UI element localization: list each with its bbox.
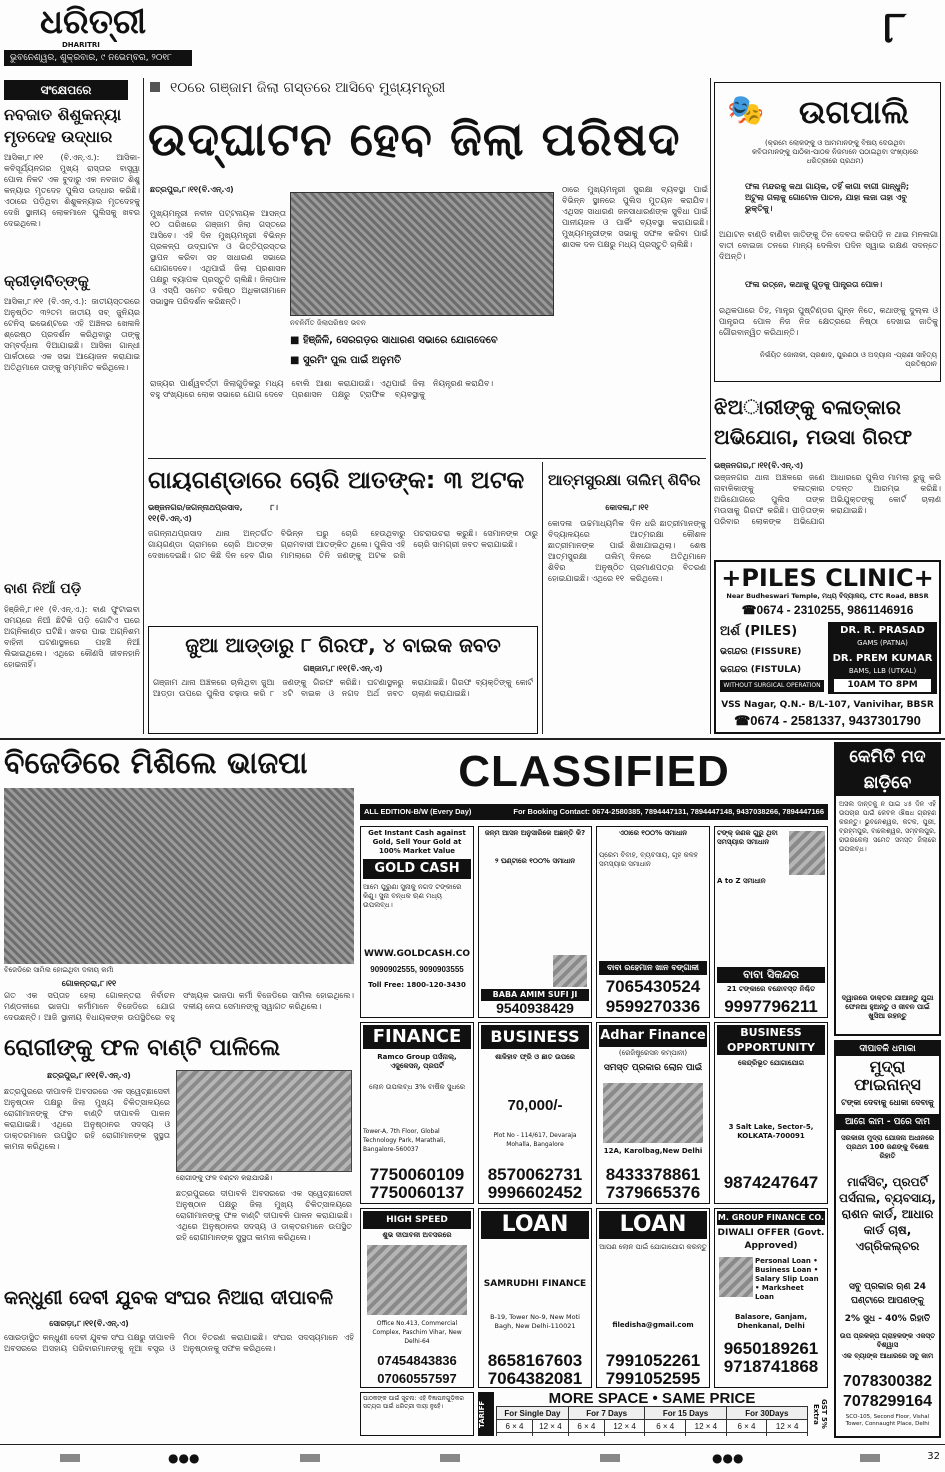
classified-ad xyxy=(360,1208,474,1388)
tariff-size: 6 × 4 xyxy=(726,1420,767,1433)
piles-address2: VSS Nagar, Q.N.- B/L-107, Vanivihar, BBSR xyxy=(721,700,934,710)
piles-clinic-ad xyxy=(714,560,941,734)
mask-icon: 🎭 xyxy=(727,93,765,128)
masthead-logo: ଧରିତ୍ରୀ xyxy=(40,2,147,42)
column-rule xyxy=(710,78,711,734)
bjd-body: ଗତ ଏକ ସପ୍ତାହ ହେଲା ଗୋଳନ୍ତରା ନିର୍ବାଚନ ମଣ୍ଡଳୀରେ ଭାଜପା କର୍ମୀମାନେ ବିଜେଡିରେ ଯୋଗ ଦେଉଛନ୍ତି। ଆଜି ସ୍ଥାନୀୟ ବିଧାୟକଙ୍କ ଉପସ୍ଥିତିରେ ବହୁ ସଂଖ୍ୟକ ଭାଜପା କର୍ମୀ ବିଜେଡିରେ ସାମିଲ ହୋଇଥିଲେ। ଦଳୀୟ ନେତା ସେମାନଙ୍କୁ ସ୍ୱାଗତ କରିଥିଲେ। xyxy=(4,991,354,1022)
sankhepare-column xyxy=(4,78,140,734)
tariff-price xyxy=(645,1433,686,1437)
ad-image xyxy=(603,1083,703,1143)
tariff-size: 12 × 4 xyxy=(767,1420,808,1433)
lead-kicker: ୧୦ରେ ଗଞ୍ଜାମ ଜିଲା ଗସ୍ତରେ ଆସିବେ ମୁଖ୍ୟମନ୍ତ୍ରୀ xyxy=(170,80,446,96)
kandhuni-dateline: ସୋରଡ଼ା,୮।୧୧(ବି.ଏନ୍.ଏ) xyxy=(49,1319,129,1328)
column-rule xyxy=(143,78,144,734)
condition-label: ଅର୍ଶ (PILES) xyxy=(720,624,798,639)
brief-headline: ନବଜାତ ଶିଶୁକନ୍ୟା ମୃତଦେହ ଉଦ୍ଧାର xyxy=(4,105,122,146)
ad-phone: 9874247647 xyxy=(723,1173,819,1192)
section-rule xyxy=(0,738,945,740)
ugapati-body: ଅଯାଟନ ବାଣ୍ଡି ବାଣିବା ଜାତିଙ୍କୁ ତିନ ଦେବତା କରିପଡ଼ି ନ ଥାଇ ମନଲଗା ବାତୀ ବୋଇଜା ତନରେ ମାନ୍ୟ ଦେଲିବା ପଦିନ ସ୍ୱାଇ ରକ୍ଷଣ ସଦନ୍ତେ ଦିଅନ୍ତି। xyxy=(719,230,938,261)
tariff-price xyxy=(767,1433,808,1437)
ad-phone: 7379665376 xyxy=(605,1183,701,1201)
ad-top: Ramco Group ପର୍ସନାଲ୍, ଏଜୁକେସନ୍, ପ୍ରପର୍ଟି xyxy=(377,1053,457,1070)
ad-image xyxy=(367,1245,467,1315)
ad-web: 21 ଟଙ୍କାରେ ବନ୍ଦୋବସ୍ତ ନିଶ୍ଚିତ xyxy=(726,985,816,993)
atmasuraksha-story xyxy=(548,462,706,734)
ad-phone: 7750060137 xyxy=(369,1183,465,1201)
ad-extra: Toll Free: 1800-120-3430 xyxy=(368,981,466,989)
lead-body-left: ମୁଖ୍ୟମନ୍ତ୍ରୀ ନବୀନ ପଟ୍ଟନାୟକ ଆସନ୍ତା ୧୦ ତାରିଖରେ ଗଞ୍ଜାମ ଜିଲା ଗସ୍ତରେ ଆସିବେ। ଏହି ଦିନ ମୁଖ୍ୟମନ୍ତ୍ରୀ ବିଭିନ୍ନ ପ୍ରକଳ୍ପ ଉଦ୍‌ଘାଟନ ଓ ଭିତ୍ତିପ୍ରସ୍ତର ସ୍ଥାପନ କରିବା ସହ ସାଧାରଣ ସଭାରେ ଯୋଗଦେବେ। ଏଥିପାଇଁ ଜିଲା ପ୍ରଶାସନ ପକ୍ଷରୁ ବ୍ୟାପକ ପ୍ରସ୍ତୁତି ଚାଲିଛି। ଜିଲାପାଳ ଓ ଏସ୍‌ପି ସମେତ ବରିଷ୍ଠ ଅଧିକାରୀମାନେ ସଭାସ୍ଥଳ ପରିଦର୍ଶନ କରିଛନ୍ତି। xyxy=(150,209,286,306)
ad-top: ଜନ୍ମ ଆସନ ଅନୁସାରିକେ ଅଛନ୍ତି କି? xyxy=(484,829,586,837)
rape-story xyxy=(714,392,941,552)
piles-conditions xyxy=(720,622,824,694)
ad-phone: 8433378861 xyxy=(605,1165,701,1183)
kandhuni-body: ସୋରଡ଼ାସ୍ଥିତ କନ୍ଧୁଣୀ ଦେବୀ ଯୁବକ ସଂଘ ପକ୍ଷରୁ ଦୀପାବଳି ଅବସରରେ ଅସହାୟ ପରିବାରମାନଙ୍କୁ ନୂଆ ବସ୍ତ୍ର ଓ ମିଠା ବିତରଣ କରାଯାଇଛି। ସଂଘର ସଦସ୍ୟମାନେ ଏହି ଅନୁଷ୍ଠାନକୁ ସଫଳ କରିଥିଲେ। xyxy=(4,1333,354,1353)
ad-title: ବାବା ସିକନ୍ଦର xyxy=(717,967,825,983)
mudra-line: ସବୁ ପ୍ରକାର ଋଣ 24 ଘଣ୍ଟାରେ ଆପଣଙ୍କୁ xyxy=(848,1282,927,1306)
registration-dots: ●●● xyxy=(712,1451,744,1465)
ad-body: ୨ ଘଣ୍ଟାରେ ୧୦୦% ସମାଧାନ xyxy=(494,857,576,865)
ad-title: M. GROUP FINANCE CO. xyxy=(717,1211,825,1225)
ugapati-box xyxy=(714,82,941,382)
reader-notice xyxy=(360,1392,474,1436)
piles-address: Near Budheswari Temple, ମଧ୍ୟ ବିଦ୍ୟାଳୟ, CTC Road, BBSR xyxy=(726,592,929,600)
brief-headline: ବାଣ ନିଆଁ ପଡ଼ି xyxy=(4,581,82,597)
mudra-line: ସରକାରୀ ମୁଦ୍ରା ଯୋଜନା ଅଧୀନରେ ପ୍ରଥମ 100 ଜଣଙ୍କୁ ବିଶେଷ ରିହାତି xyxy=(840,1134,935,1160)
classified-ad xyxy=(478,1208,592,1388)
ad-phone: 9090902555, 9090903555 xyxy=(370,965,464,974)
tariff-gst: GST 5% Extra xyxy=(812,1399,828,1429)
ad-top: ଏଠାରେ ୧୦୦% ସମାଧାନ xyxy=(618,829,688,837)
ad-title: BABA AMIM SUFI JI xyxy=(481,989,589,1001)
ad-body: Personal Loan • Business Loan • Salary Slip Loan • Marksheet Loan xyxy=(755,1257,819,1301)
reader-notice-text: ପାଠକଙ୍କ ପାଇଁ ସୂଚନା: ଏହି ବିଜ୍ଞାପନଗୁଡ଼ିକର ସତ୍ୟତା ପାଇଁ ଧରିତ୍ରୀ ଦାୟୀ ନୁହେଁ। xyxy=(363,1395,464,1410)
tariff-price xyxy=(532,1433,568,1437)
mudra-line: 2% ସୁଧ - 40% ରିହାତି xyxy=(844,1314,931,1324)
ad-phone: 7750060109 xyxy=(369,1165,465,1183)
ad-portrait xyxy=(719,1257,753,1297)
lead-bullets xyxy=(290,332,554,372)
ad-top: DIWALI OFFER (Govt. Approved) xyxy=(717,1228,825,1251)
ad-web: Tower-A, 7th Floor, Global Technology Park, Marathali, Bangalore-560037 xyxy=(363,1128,446,1153)
tariff-headline: MORE SPACE • SAME PRICE xyxy=(548,1392,756,1406)
lead-headline: ଉଦ୍‌ଘାଟନ ହେବ ଜିଲା ପରିଷଦ xyxy=(148,112,681,166)
tariff-size: 6 × 4 xyxy=(568,1420,604,1433)
tariff-header: For 7 Days xyxy=(568,1407,645,1420)
classified-banner: CLASSIFIED xyxy=(458,747,730,796)
diwali-headline: ରୋଗୀଙ୍କୁ ଫଳ ବାଣ୍ଟି ପାଳିଲେ xyxy=(4,1035,281,1061)
registration-mark xyxy=(860,1454,880,1462)
ad-web: Balasore, Ganjam, Dhenkanal, Delhi xyxy=(735,1313,807,1330)
ad-phone: 9996602452 xyxy=(487,1183,583,1201)
section-rule xyxy=(148,458,706,459)
mudra-phone: 7078300382 xyxy=(843,1373,932,1390)
mudra-line: ଉପ ପ୍ରକଳ୍ପ ଗ୍ରାହକଙ୍କ ଏକସ୍ତ ବିଶ୍ୱାସ xyxy=(839,1332,936,1349)
theft-dateline: ଭଞ୍ଜନଗର/ଜଗନ୍ନାଥପ୍ରସାଦ, ୮।୧୧(ବି.ଏନ୍.ଏ) xyxy=(148,503,278,523)
ad-phone: 9997796211 xyxy=(724,997,818,1016)
ad-title: FINANCE xyxy=(363,1025,471,1049)
ad-top: ଶୁଭ ଦୀପାବଳୀ ଅବସରରେ xyxy=(382,1231,452,1239)
page-number-top: ୮ xyxy=(883,2,907,53)
ad-title: BUSINESS xyxy=(481,1025,589,1049)
registration-mark xyxy=(60,1454,80,1462)
classified-ad xyxy=(596,1022,710,1204)
ad-top: Get Instant Cash against Gold, Sell Your Gold at 100% Market Value xyxy=(368,829,466,855)
mudra-title: ମୁଦ୍ରା ଫାଇନାନ୍ସ xyxy=(854,1058,921,1094)
hospital-photo xyxy=(176,1070,352,1172)
ugapati-body: ରଥିକପାରେ ତିହ, ମାନ୍ତ୍ର ପୁଷ୍ଟିଣ୍ଡର ଗୁନ୍ନ ନିତେ, କଥାଙ୍କୁ ଦୁଲ୍ଲ ଓ ପାନ୍ତ୍ରତା ପୋଳ ନିଜ ନିଜ କ୍ଷେତ୍ରରେ ନିଷ୍ଠା ଦେଖାଇ ଜାତିକୁ ଗୌରବାନ୍ୱିତ କରିଥାନ୍ତି। xyxy=(719,306,938,337)
ad-title: Adhar Finance xyxy=(599,1025,707,1047)
ad-portrait xyxy=(789,831,825,875)
theft-body: ଜଗନ୍ନାଥପ୍ରସାଦ ଥାନା ଅନ୍ତର୍ଗତ ଗାୟଗଣ୍ଡା ଗ୍ରାମରେ ଚୋରି ଆତଙ୍କ ଦେଖାଦେଇଛି। ଗତ କିଛି ଦିନ ହେବ ଗାଁର ବିଭିନ୍ନ ଘରୁ ଚୋରି ହେଉଥିବାରୁ ଗ୍ରାମବାସୀ ଆତଙ୍କିତ ଥିଲେ। ପୁଲିସ ଏହି ମାମଲାରେ ତିନି ଜଣଙ୍କୁ ଅଟକ ରଖି ପଚରାଉଚରା କରୁଛି। ସେମାନଙ୍କ ଠାରୁ ଚୋରି ସାମଗ୍ରୀ ଜବତ କରାଯାଇଛି। xyxy=(148,529,538,560)
diwali-photo-caption: ରୋଗୀଙ୍କୁ ଫଳ ବଣ୍ଟନ କରାଯାଉଛି। xyxy=(176,1174,273,1182)
tariff-price xyxy=(686,1433,727,1437)
clinic-hours: 10AM TO 8PM xyxy=(834,679,931,692)
doctor-name: DR. R. PRASAD xyxy=(840,625,925,636)
mudra-line: ଆଗେ କାମ - ପରେ ଦାମ xyxy=(836,1114,939,1130)
doctor-degree: GAMS (PATNA) xyxy=(857,639,908,647)
piles-phones: ☎0674 - 2310255, 9861146916 xyxy=(741,603,914,617)
registration-mark xyxy=(600,1454,620,1462)
page-number-footer: 32 xyxy=(927,1451,940,1462)
classified-ad xyxy=(596,826,710,1018)
kandhuni-story xyxy=(4,1280,354,1432)
classified-ad xyxy=(478,826,592,1018)
gambling-body: ଗଞ୍ଜାମ ଥାନା ଅଞ୍ଚଳରେ ଚାଲିଥିବା ଜୁଆ ଆଡ୍ଡା ଉପରେ ପୁଲିସ ଚଢ଼ାଉ କରି ୮ ଜଣଙ୍କୁ ଗିରଫ କରିଛି। ଘଟଣାସ୍ଥଳରୁ ୪ଟି ବାଇକ ଓ ନଗଦ ଅର୍ଥ ଜବତ କରାଯାଇଛି। ଗିରଫ ବ୍ୟକ୍ତିଙ୍କୁ କୋର୍ଟ ଚାଲାଣ କରାଯାଇଛି। xyxy=(153,678,533,698)
theft-headline: ଗାୟଗଣ୍ଡାରେ ଚୋରି ଆତଙ୍କ: ୩ ଅଟକ xyxy=(148,466,525,494)
tariff-size: 12 × 4 xyxy=(686,1420,727,1433)
gambling-story xyxy=(148,626,538,734)
brief-body: ହିଞ୍ଜିଳି,୮।୧୧ (ବି.ଏନ୍.ଏ.): ବାଣ ଫୁଟାଇବା ସମୟରେ ନିଆଁ ଛିଟିକି ପଡ଼ି ଗୋଟିଏ ଘରେ ଅଗ୍ନିକାଣ୍ଡ ଘଟିଛି। ଖବର ପାଇ ଅଗ୍ନିଶମ ବାହିନୀ ଘଟଣାସ୍ଥଳରେ ପହଞ୍ଚି ନିଆଁ ଲିଭାଇଥିଲେ। ଏଥିରେ କୌଣସି ଜୀବନହାନି ହୋଇନାହିଁ। xyxy=(4,605,140,669)
diwali-story xyxy=(4,1028,354,1278)
classified-ad xyxy=(714,826,828,1018)
crowd-photo xyxy=(4,788,354,964)
bullet-text: ସୁରମିଂ ପୁଲ ପାଇଁ ଅନୁମତି xyxy=(302,355,402,366)
brief-body: ଆସିକା,୮।୧୧ (ବି.ଏନ୍.ଏ.): ଆସିକା-କବିସୂର୍ଯ୍ୟନଗର ମୁଖ୍ୟ ରାସ୍ତାର ବାସ୍ତ୍ୱା ପୋଲ ନିକଟ ଏକ ବୁଦାରୁ ଏକ ନବଜାତ ଶିଶୁ କନ୍ୟାର ମୃତଦେହ ପୁଲିସ ଉଦ୍ଧାର କରିଛି। ଏଠାରେ ପଡ଼ିଥିବା ଶିଶୁକନ୍ୟାର ମୃତଦେହକୁ ଦେଖି ସ୍ଥାନୀୟ ଲୋକମାନେ ପୁଲିସକୁ ଖବର ଦେଇଥିଲେ। xyxy=(4,153,140,228)
classified-ad xyxy=(596,1208,710,1388)
lead-dateline: ଛତ୍ରପୁର,୮।୧୧(ବି.ଏନ୍.ଏ) xyxy=(150,185,234,194)
classified-ad xyxy=(360,1022,474,1204)
lead-body-bottom: ରାଜ୍ୟର ପାର୍ଶ୍ୱବର୍ତ୍ତୀ ଜିଲାଗୁଡ଼ିକରୁ ମଧ୍ୟ ବହୁ ସଂଖ୍ୟାରେ ଲୋକ ସଭାରେ ଯୋଗ ଦେବେ ବୋଲି ଆଶା କରାଯାଉଛି। ଏଥିପାଇଁ ଜିଲା ପ୍ରଶାସନ ପକ୍ଷରୁ ଟ୍ରାଫିକ ବ୍ୟବସ୍ଥାକୁ ନିୟନ୍ତ୍ରଣ କରାଯିବ। xyxy=(150,379,494,399)
lead-body-right: ଠାରେ ମୁଖ୍ୟମନ୍ତ୍ରୀ ସୁରକ୍ଷା ବ୍ୟବସ୍ଥା ପାଇଁ ବିଭିନ୍ନ ସ୍ଥାନରେ ପୁଲିସ ମୁତୟନ କରାଯିବ। ଏଥିସହ ସାଧାରଣ ଜନସାଧାରଣଙ୍କ ସୁବିଧା ପାଇଁ ପାନୀୟଜଳ ଓ ପାର୍କିଂ ବ୍ୟବସ୍ଥା କରାଯାଇଛି। ମୁଖ୍ୟମନ୍ତ୍ରୀଙ୍କ ସଭାକୁ ସଫଳ କରିବା ପାଇଁ ଶାସକ ଦଳ ପକ୍ଷରୁ ମଧ୍ୟ ପ୍ରସ୍ତୁତି ଚାଲିଛି। xyxy=(562,185,708,249)
ad-title: GOLD CASH xyxy=(363,859,471,879)
gambling-dateline: ଗଞ୍ଜାମ,୮।୧୧(ବି.ଏନ୍.ଏ) xyxy=(303,664,383,673)
tariff-size: 6 × 4 xyxy=(497,1420,533,1433)
ad-title: HIGH SPEED xyxy=(363,1211,471,1229)
bjd-headline: ବିଜେଡିରେ ମିଶିଲେ ଭାଜପା xyxy=(4,746,308,781)
ad-phone: 07454843836 xyxy=(377,1353,457,1368)
ad-body: ଲୋନ ଉପଲବ୍ଧ 3% ବାର୍ଷିକ ସୁଧରେ xyxy=(368,1083,466,1091)
mudra-line: ମାର୍କସିଟ୍, ପ୍ରପର୍ଟି ପର୍ସନାଲ, ବ୍ୟବସାୟ, ରାଶନ କାର୍ଡ, ଆଧାର କାର୍ଡ ଚାଷ, ଏଗ୍ରିକଲ୍ଚର xyxy=(839,1175,936,1253)
ad-body: filedisha@gmail.com xyxy=(612,1321,694,1329)
ad-top: ଟଙ୍କ୍ ଜଣକ ଗୁରୁ ଥିବା ସମସ୍ୟାର ସମାଧାନ xyxy=(717,829,778,846)
ad-title: BUSINESS OPPORTUNITY xyxy=(717,1025,825,1055)
tariff-header: For 15 Days xyxy=(645,1407,726,1420)
gambling-headline: ଜୁଆ ଆଡ୍ଡାରୁ ୮ ଗିରଫ, ୪ ବାଇକ ଜବତ xyxy=(185,633,501,657)
sankhepare-tag: ସଂକ୍ଷେପରେ xyxy=(4,80,128,100)
mudra-phone: 7078299164 xyxy=(843,1393,932,1410)
ad-phone: 8658167603 xyxy=(487,1351,583,1369)
ugapati-intro: (କ୍ରମେ ଲୋକଙ୍କୁ ଓ ଆମମାନଙ୍କୁ ବିଷୟ ଦେଉଥିବା କବିତାମାନଙ୍କୁ ପାଠିକା-ପାଠକ ନିଜମାନେ ପଠାଇଥିବା ସଂଖ୍ୟାରେ ଧରିତ୍ରୀରେ ପ୍ରଥମ) xyxy=(751,139,919,165)
registration-mark xyxy=(440,1454,460,1462)
theft-story xyxy=(148,462,538,622)
mudra-finance-ad xyxy=(834,1040,941,1438)
bjd-story xyxy=(4,742,354,1024)
tariff-table-wrap xyxy=(496,1406,808,1436)
doctor-panel xyxy=(828,622,937,694)
diwali-body-left: ଛତ୍ରପୁରରେ ଦୀପାବଳି ଅବସରରେ ଏକ ସ୍ୱେଚ୍ଛାସେବୀ ଅନୁଷ୍ଠାନ ପକ୍ଷରୁ ଜିଲା ମୁଖ୍ୟ ଚିକିତ୍ସାଳୟରେ ରୋଗୀମାନଙ୍କୁ ଫଳ ବାଣ୍ଟି ଦୀପାବଳି ପାଳନ କରାଯାଇଛି। ଏଥିରେ ଅନୁଷ୍ଠାନର ସଦସ୍ୟ ଓ ଡାକ୍ତରମାନେ ଉପସ୍ଥିତ ରହି ରୋଗୀମାନଙ୍କ ସୁସ୍ଥତା କାମନା କରିଥିଲେ। xyxy=(4,1087,170,1151)
kicker-square xyxy=(150,82,160,92)
column-rule xyxy=(542,462,543,734)
ad-top: ଆପଣ ଲୋନ ପାଇଁ ଯୋଗାଯୋଗ କରନ୍ତୁ xyxy=(599,1243,707,1251)
tariff-size: 12 × 4 xyxy=(532,1420,568,1433)
diwali-body-right: ଛତ୍ରପୁରରେ ଦୀପାବଳି ଅବସରରେ ଏକ ସ୍ୱେଚ୍ଛାସେବୀ ଅନୁଷ୍ଠାନ ପକ୍ଷରୁ ଜିଲା ମୁଖ୍ୟ ଚିକିତ୍ସାଳୟରେ ରୋଗୀମାନଙ୍କୁ ଫଳ ବାଣ୍ଟି ଦୀପାବଳି ପାଳନ କରାଯାଇଛି। ଏଥିରେ ଅନୁଷ୍ଠାନର ସଦସ୍ୟ ଓ ଡାକ୍ତରମାନେ ଉପସ୍ଥିତ ରହି ରୋଗୀମାନଙ୍କ ସୁସ୍ଥତା କାମନା କରିଥିଲେ। xyxy=(176,1189,352,1242)
tariff-price xyxy=(497,1433,533,1437)
tariff-price xyxy=(568,1433,604,1437)
classified-contact-bar xyxy=(360,804,828,820)
classified-section xyxy=(360,742,828,1438)
lead-bullet: ■ ହିଞ୍ଜିଳି, ସେରଗଡ଼ର ସାଧାରଣ ସଭାରେ ଯୋଗଦେବେ xyxy=(290,335,498,346)
mudra-address: SCO-105, Second Floor, Vishal Tower, Connaught Place, Delhi xyxy=(845,1414,930,1427)
rape-headline: ଝିଅାରୀଙ୍କୁ ବଳାତ୍କାର ଅଭିଯୋଗ, ମଉସା ଗିରଫ xyxy=(714,395,913,449)
ad-phone: 7064382081 xyxy=(487,1369,583,1387)
piles-note: WITHOUT SURGICAL OPERATION xyxy=(720,680,824,692)
brief-body: ଆସିକା,୮।୧୧ (ବି.ଏନ୍.ଏ.): ଜାତୀୟସ୍ତରରେ ଅନୁଷ୍ଠିତ ୩୨ତମ ଜାତୀୟ ସବ୍ ଜୁନିୟର ଟେନିସ୍ ଇଭେଣ୍ଟରେ ଏହି ଅଞ୍ଚଳର ଖେଳାଳି ଶ୍ରେଷ୍ଠ ପ୍ରଦର୍ଶନ କରିଥିବାରୁ ତାଙ୍କୁ ସମ୍ବର୍ଦ୍ଧନା ଦିଆଯାଇଛି। ଆସିକା ଗାନ୍ଧୀ ପାର୍କଠାରେ ଏକ ସଭା ଆୟୋଜନ କରାଯାଇ ଅତିଥିମାନେ ତାଙ୍କୁ ସମ୍ମାନିତ କରିଥିଲେ। xyxy=(4,297,140,372)
ad-body: Office No.413, Commercial Complex, Paschim Vihar, New Delhi-64 xyxy=(372,1320,462,1345)
classified-ad xyxy=(714,1022,828,1204)
ad-top: SAMRUDHI FINANCE xyxy=(483,1279,587,1289)
tariff-label: TARIFF xyxy=(478,1392,494,1436)
condition-label: ଭଗନ୍ଦର (FISSURE) xyxy=(720,647,802,657)
ugapati-verse: ଫଳା ମନ୍ଦରକୁ କଥା ଗାୟକ, ତହିଁ କାଗା ବାଗୀ ଗାନ୍ଧୁନି; ଅଟୁଲା ଗଲାକୁ ଗୋଟୋଳ ପାତନ, ଯାହା ଲଜା ତାହା ଏବୁ ଭୁକ୍ତିକୁ। xyxy=(745,182,910,213)
ad-portrait xyxy=(553,955,587,987)
ad-phone: 7991052595 xyxy=(605,1369,701,1387)
tariff-size: 6 × 4 xyxy=(645,1420,686,1433)
doctor-name: DR. PREM KUMAR xyxy=(832,653,933,664)
tariff-header: For Single Day xyxy=(497,1407,569,1420)
condition-label: ଭଗନ୍ଦର (FISTULA) xyxy=(720,665,802,675)
brief-headline: କ୍ରୀଡ଼ାବିତ୍‌ଙ୍କୁ xyxy=(4,272,89,290)
ad-web: WWW.GOLDCASH.CO xyxy=(364,949,470,959)
footer-marks xyxy=(0,1448,945,1468)
ad-phone: 8570062731 xyxy=(487,1165,583,1183)
atmasuraksha-body: କୋଦଳା ଉଚ୍ଚମାଧ୍ୟମିକ ବିଦ୍ୟାଳୟରେ ଛାତ୍ରୀମାନଙ୍କ ପାଇଁ ଆତ୍ମସୁରକ୍ଷା ତାଲିମ୍ ଶିବିର ଅନୁଷ୍ଠିତ ହୋଇଯାଇଛି। ଏଥିରେ ୧୧ ଦିନ ଧରି ଛାତ୍ରୀମାନଙ୍କୁ ଆତ୍ମରକ୍ଷା କୌଶଳ ଶିଖାଯାଇଥିଲା। ଶେଷ ଦିନରେ ଅତିଥିମାନେ ପ୍ରମାଣପତ୍ର ବିତରଣ କରିଥିଲେ। xyxy=(548,519,706,583)
classified-edition: ALL EDITION-B/W (Every Day) xyxy=(364,807,472,816)
mudra-line: ଏକ ବ୍ୟାଙ୍କ ଆଧାରରେ ସବୁ କାମ xyxy=(841,1352,934,1360)
ad-phone: 9599270336 xyxy=(605,997,701,1016)
kemiti-footer: ଦ୍ୱାରରେ ଡାକ୍ତର ଯାଆନ୍ତୁ ଯୁଗା ଫେନଆ ହୁଅନ୍ତୁ ଓ ଜୀବନ ପାଇଁ ଖୁସିଆ ରହନ୍ତୁ xyxy=(841,994,934,1020)
ugapati-credit: ନିର୍ଭୟିତ ଜୋନାକୀ, ପ୍ରଶାଦ, ପୁରଣଠା ଓ ଅଦ୍ୟାନା -ପ୍ରାଣୀ ସାହିତ୍ୟ ପ୍ରତିଷ୍ଠାନ xyxy=(760,351,937,368)
ad-title: ବାବା ରହେମାନ ଖାନ ବଙ୍ଗାଳୀ xyxy=(599,961,707,975)
ad-top: (ରେଜିଷ୍ଟ୍ରେସନ କମ୍ପାନୀ) xyxy=(618,1049,688,1057)
bjd-caption: ବିଜେଡିରେ ସାମିଲ ହୋଇଥିବା ଦଳୀୟ କର୍ମୀ xyxy=(4,966,114,974)
ad-body: 70,000/- xyxy=(507,1097,563,1114)
tariff-header-row xyxy=(497,1407,808,1420)
rape-dateline: ଭଞ୍ଜନଗର,୮।୧୧(ବି.ଏନ୍.ଏ) xyxy=(714,461,804,470)
ugapati-verse: ଫଳା ରତ୍‌ନେ, କଥାକୁ ଗୁଡ଼କୁ ପାନ୍ତ୍ରତା ପୋଳ। xyxy=(745,280,883,289)
classified-ad xyxy=(714,1208,828,1388)
masthead-dateline: ଭୁବନେଶ୍ୱର, ଶୁକ୍ରବାର, ୯ ନଭେମ୍ବର, ୨୦୧୮ xyxy=(4,50,192,66)
masthead xyxy=(0,0,945,76)
photo-caption: ନବନିର୍ମିତ ଜିଲାପରିଷଦ ଭବନ xyxy=(290,319,366,327)
diwali-dateline: ଛତ୍ରପୁର,୮।୧୧(ବି.ଏନ୍.ଏ) xyxy=(47,1071,131,1080)
lead-story xyxy=(148,78,708,458)
footer-rule xyxy=(0,1444,945,1445)
lead-bullet: ■ ସୁରମିଂ ପୁଲ ପାଇଁ ଅନୁମତି xyxy=(290,355,402,366)
kemiti-body: ଅସଲ ଦାନ୍ତକୁ ନ ପାଇ ୪୫ ଦିନ ଏହି ଉପଚାର ପାଇଁ କେବଳ ଔଷଧ ଗ୍ରହଣ କରନ୍ତୁ। ଭୁବନେଶ୍ୱର, କଟକ, ପୁରୀ, ବ୍ରହ୍ମପୁର, ବାଲେଶ୍ୱର, ସମ୍ବଲପୁର, ରାଉରକେଲା ସମେତ ସମସ୍ତ ଜିଲାରେ ଉପଲବ୍ଧ। xyxy=(839,800,936,853)
ad-web: 12A, Karolbag,New Delhi xyxy=(603,1147,703,1155)
tariff-size: 12 × 4 xyxy=(604,1420,645,1433)
ad-phone: 9540938429 xyxy=(496,1000,574,1016)
mudra-line: ଟଙ୍କା ଦେବାକୁ ଧୋକା ଦେବାକୁ xyxy=(841,1098,934,1107)
piles-title: +PILES CLINIC+ xyxy=(721,564,934,592)
atmasuraksha-dateline: କୋଦଳା,୮।୧୧ xyxy=(605,503,649,512)
tariff-price xyxy=(604,1433,645,1437)
tariff-price-row xyxy=(497,1433,808,1437)
kemiti-ad xyxy=(834,742,941,1036)
tariff-price xyxy=(726,1433,767,1437)
registration-mark xyxy=(300,1454,320,1462)
ad-body: A to Z ସମାଧାନ xyxy=(717,877,766,885)
ad-body: ଆମେ ପୁରୁଣା ସୁନାକୁ ନଗଦ ଟଙ୍କାରେ କିଣୁ। ସୁନା ବନ୍ଧକ ଋଣ ମଧ୍ୟ ଉପଲବ୍ଧ। xyxy=(363,883,462,909)
ad-phone: 07060557597 xyxy=(377,1371,457,1386)
ad-body: 3 Salt Lake, Sector-5, KOLKATA-700091 xyxy=(728,1123,814,1140)
kandhuni-headline: କନ୍ଧୁଣୀ ଦେବୀ ଯୁବକ ସଂଘର ନିଆରା ଦୀପାବଳି xyxy=(4,1287,334,1309)
classified-ad xyxy=(360,826,474,1018)
ad-top: ଶାଳିହାବ ଫ୍ରି ଓ ଛାତ ଉପରେ xyxy=(495,1053,575,1061)
classified-contact: For Booking Contact: 0674-2580385, 7894447131, 7894447148, 9437038266, 7894447166 xyxy=(513,807,824,816)
ad-body: B-19, Tower No-9, New Moti Bagh, New Delhi-110021 xyxy=(490,1313,580,1330)
ad-phone: 9650189261 xyxy=(723,1339,819,1357)
ad-phone: 9718741868 xyxy=(723,1357,819,1375)
piles-phones2: ☎0674 - 2581337, 9437301790 xyxy=(734,713,921,728)
kemiti-title: କେମିତି ମଦ ଛାଡ଼ିବେ xyxy=(836,744,939,796)
mudra-kicker: ଦୀପାବଳି ଧମାକା xyxy=(836,1042,939,1056)
masthead-logo-sub: DHARITRI xyxy=(62,41,100,49)
ad-body: ସମସ୍ତ ପ୍ରକାର ଲୋନ ପାଇଁ xyxy=(603,1063,703,1073)
ad-phone: 7065430524 xyxy=(605,977,701,996)
bjd-dateline: ଗୋଳନ୍ତରା,୮।୧୧ xyxy=(61,979,117,988)
tariff-box xyxy=(478,1392,828,1436)
ad-top: କେନ୍ଦ୍ରିଭୂତ ଯୋଗାଯୋଗ xyxy=(737,1059,805,1067)
bullet-text: ହିଞ୍ଜିଳି, ସେରଗଡ଼ର ସାଧାରଣ ସଭାରେ ଯୋଗଦେବେ xyxy=(302,335,498,346)
ad-web: Plot No - 114/617, Devaraja Mohalla, Bangalore xyxy=(493,1132,577,1148)
rape-body: ଭଞ୍ଜନଗର ଥାନା ଅଞ୍ଚଳରେ ଜଣେ ନାବାଳିକାଙ୍କୁ ବଳାତ୍କାର ଅଭିଯୋଗରେ ପୁଲିସ ତାଙ୍କ ମଉସାକୁ ଗିରଫ କରିଛି। ପୀଡ଼ିତାଙ୍କ ପରିବାର ଲୋକଙ୍କ ଅଭିଯୋଗ ଆଧାରରେ ପୁଲିସ ମାମଲା ରୁଜୁ କରି ତଦନ୍ତ ଆରମ୍ଭ କରିଛି। ଅଭିଯୁକ୍ତଙ୍କୁ କୋର୍ଟ ଚାଲାଣ କରାଯାଇଛି। xyxy=(714,473,941,526)
registration-dots: ●●● xyxy=(168,1451,200,1465)
ad-body: ପ୍ରେମ ବିବାହ, ବ୍ୟବସାୟ, ଗୃହ କଳହ ସମସ୍ୟାର ସମାଧାନ xyxy=(599,851,698,868)
tariff-size-row xyxy=(497,1420,808,1433)
ad-title: LOAN xyxy=(481,1211,589,1239)
ad-phone: 7991052261 xyxy=(605,1351,701,1369)
ad-title: LOAN xyxy=(599,1211,707,1239)
tariff-header: For 30Days xyxy=(726,1407,807,1420)
tariff-table xyxy=(496,1406,808,1436)
atmasuraksha-headline: ଆତ୍ମସୁରକ୍ଷା ତାଲିମ୍ ଶିବିର xyxy=(548,471,701,489)
doctor-degree: BAMS, LLB (UTKAL) xyxy=(848,667,917,675)
ugapati-title: ଉଗପାଲି xyxy=(798,93,910,131)
building-photo xyxy=(290,192,554,316)
classified-ad xyxy=(478,1022,592,1204)
